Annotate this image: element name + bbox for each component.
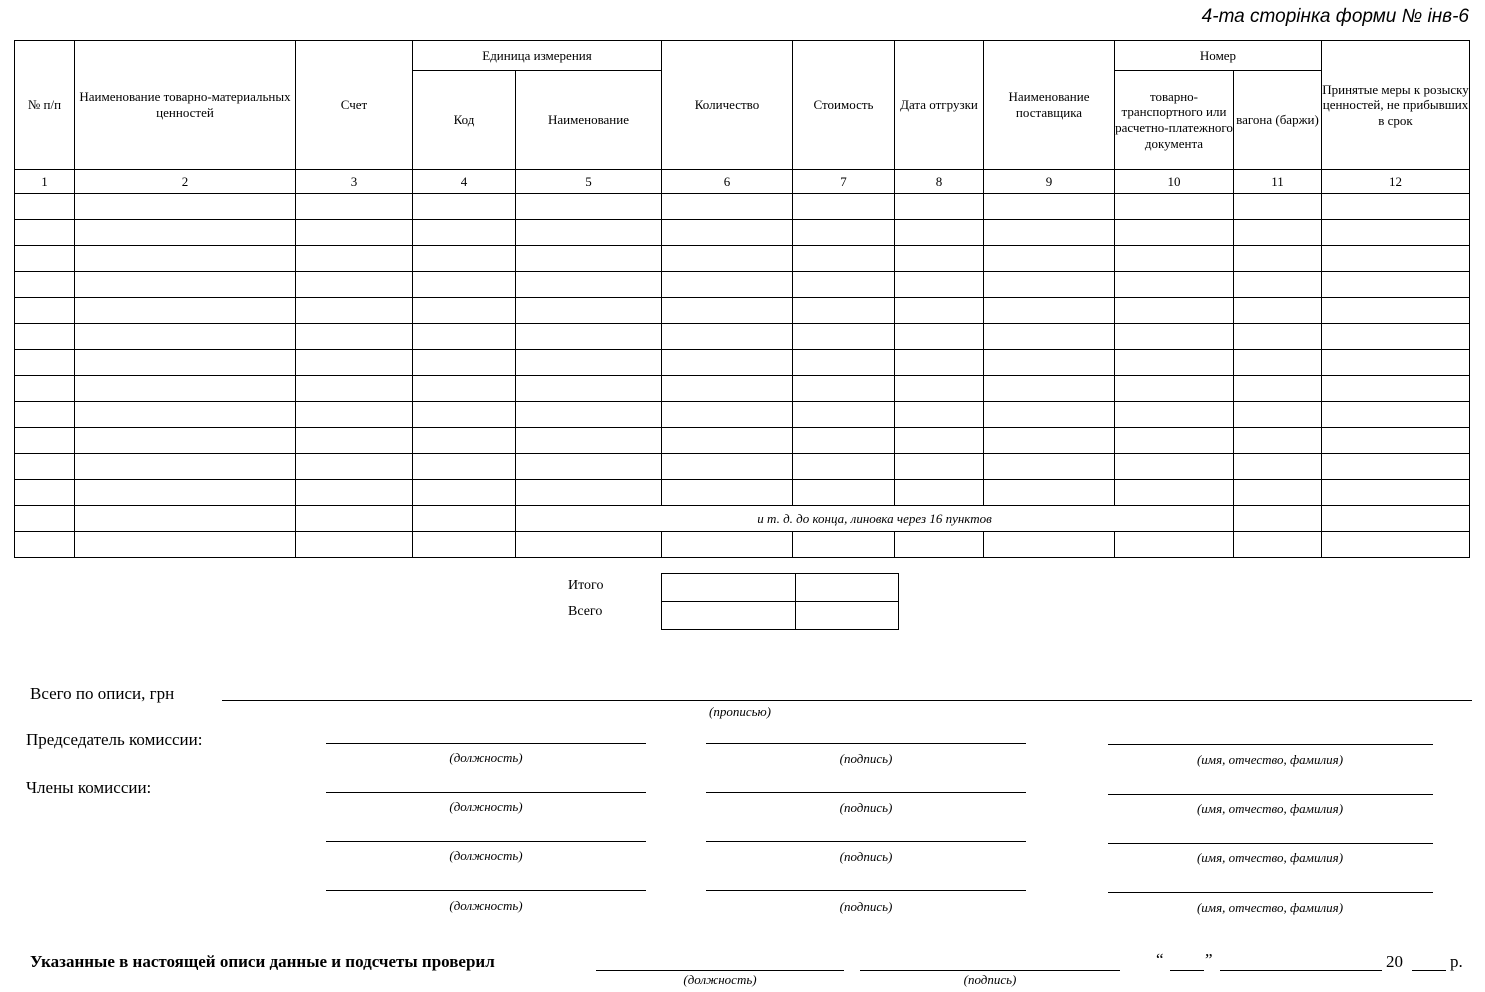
table-cell[interactable] (1234, 220, 1322, 246)
caption-position: (должность) (449, 750, 523, 765)
header-wagon: вагона (баржи) (1234, 71, 1322, 170)
header-no: № п/п (15, 41, 75, 170)
col-number: 6 (662, 170, 793, 194)
table-cell[interactable] (516, 220, 662, 246)
date-month-line[interactable] (1220, 970, 1382, 971)
table-cell[interactable] (662, 324, 793, 350)
table-cell[interactable] (296, 428, 413, 454)
table-cell[interactable] (516, 480, 662, 506)
table-cell[interactable] (793, 376, 895, 402)
form-title: 4-та сторінка форми № інв-6 (1201, 6, 1469, 27)
table-cell[interactable] (1115, 480, 1234, 506)
table-cell[interactable] (1322, 480, 1470, 506)
table-cell[interactable] (895, 220, 984, 246)
table-cell[interactable] (1115, 246, 1234, 272)
table-cell[interactable] (1322, 454, 1470, 480)
table-cell[interactable] (984, 428, 1115, 454)
table-cell[interactable] (984, 376, 1115, 402)
caption-name: (имя, отчество, фамилия) (1196, 752, 1344, 767)
member-signature-line[interactable] (706, 792, 1026, 793)
table-cell[interactable] (75, 350, 296, 376)
table-cell[interactable] (1115, 220, 1234, 246)
table-cell[interactable] (516, 350, 662, 376)
table-cell[interactable] (895, 402, 984, 428)
table-row[interactable] (15, 194, 1470, 220)
table-cell[interactable] (662, 272, 793, 298)
table-cell[interactable] (895, 532, 984, 558)
total-by-list-label: Всего по описи, грн (30, 684, 175, 703)
table-cell[interactable] (984, 298, 1115, 324)
table-cell[interactable] (984, 324, 1115, 350)
member-name-line[interactable] (1108, 794, 1433, 795)
table-cell[interactable] (413, 324, 516, 350)
table-cell[interactable] (984, 272, 1115, 298)
table-cell[interactable] (413, 532, 516, 558)
table-cell[interactable] (662, 376, 793, 402)
caption-signature: (подпись) (839, 899, 893, 914)
table-cell[interactable] (296, 272, 413, 298)
table-cell[interactable] (1115, 298, 1234, 324)
table-cell[interactable] (1115, 532, 1234, 558)
col-number: 3 (296, 170, 413, 194)
table-note: и т. д. до конца, линовка через 16 пунктов (516, 506, 1234, 532)
table-cell[interactable] (1322, 350, 1470, 376)
table-cell[interactable] (296, 324, 413, 350)
table-cell[interactable] (984, 220, 1115, 246)
table-cell[interactable] (413, 350, 516, 376)
table-cell[interactable] (1234, 402, 1322, 428)
table-cell[interactable] (15, 532, 75, 558)
table-cell[interactable] (1234, 246, 1322, 272)
table-cell[interactable] (662, 480, 793, 506)
table-cell[interactable] (516, 402, 662, 428)
table-cell[interactable] (75, 220, 296, 246)
caption-name: (имя, отчество, фамилия) (1196, 801, 1344, 816)
table-cell[interactable] (984, 350, 1115, 376)
table-cell[interactable] (895, 428, 984, 454)
table-cell[interactable] (662, 298, 793, 324)
table-row[interactable] (15, 428, 1470, 454)
table-cell[interactable] (793, 532, 895, 558)
table-cell[interactable] (296, 350, 413, 376)
caption-name: (имя, отчество, фамилия) (1196, 900, 1344, 915)
chairman-name-line[interactable] (1108, 744, 1433, 745)
header-supplier: Наименование поставщика (984, 41, 1115, 170)
header-account: Счет (296, 41, 413, 170)
totals-table (661, 573, 899, 630)
table-cell[interactable] (296, 532, 413, 558)
col-number: 4 (413, 170, 516, 194)
table-cell[interactable] (793, 428, 895, 454)
table-row-note (15, 506, 1470, 532)
header-name: Наименование товарно-материальных ценностей (75, 41, 296, 170)
caption-signature: (подпись) (839, 849, 893, 864)
table-cell[interactable] (1234, 480, 1322, 506)
caption-position: (должность) (449, 898, 523, 913)
table-cell[interactable] (75, 454, 296, 480)
header-measures: Принятые меры к розыску ценностей, не прибывших в срок (1322, 41, 1470, 170)
table-cell[interactable] (296, 194, 413, 220)
caption-position: (должность) (449, 848, 523, 863)
table-cell[interactable] (1322, 298, 1470, 324)
table-cell[interactable] (15, 402, 75, 428)
table-cell[interactable] (15, 454, 75, 480)
caption-name: (имя, отчество, фамилия) (1196, 850, 1344, 865)
table-cell[interactable] (895, 298, 984, 324)
table-cell[interactable] (15, 428, 75, 454)
table-row[interactable] (15, 246, 1470, 272)
table-cell[interactable] (15, 350, 75, 376)
table-cell[interactable] (895, 376, 984, 402)
table-cell[interactable] (75, 428, 296, 454)
table-cell[interactable] (793, 454, 895, 480)
member-position-line[interactable] (326, 792, 646, 793)
chairman-position-line[interactable] (326, 743, 646, 744)
checker-position-line[interactable] (596, 970, 844, 971)
table-cell[interactable] (1234, 454, 1322, 480)
table-cell[interactable] (516, 428, 662, 454)
table-cell[interactable] (793, 194, 895, 220)
table-cell[interactable] (75, 480, 296, 506)
table-cell[interactable] (1234, 272, 1322, 298)
table-row[interactable] (15, 298, 1470, 324)
col-number: 1 (15, 170, 75, 194)
member-name-line[interactable] (1108, 843, 1433, 844)
vsego-quantity-cell[interactable] (662, 602, 796, 630)
total-words-line[interactable] (222, 700, 1472, 701)
vsego-cost-cell[interactable] (796, 602, 899, 630)
table-cell[interactable] (895, 272, 984, 298)
table-cell[interactable] (662, 454, 793, 480)
table-cell[interactable] (15, 194, 75, 220)
table-cell[interactable] (984, 532, 1115, 558)
header-cost: Стоимость (793, 41, 895, 170)
table-cell[interactable] (1115, 376, 1234, 402)
table-cell[interactable] (413, 402, 516, 428)
table-cell[interactable] (75, 376, 296, 402)
itogo-label: Итого (568, 578, 604, 593)
table-cell[interactable] (413, 220, 516, 246)
table-cell[interactable] (413, 480, 516, 506)
table-cell[interactable] (1115, 454, 1234, 480)
table-cell[interactable] (516, 454, 662, 480)
table-cell[interactable] (1322, 532, 1470, 558)
table-cell[interactable] (793, 220, 895, 246)
table-row[interactable] (15, 480, 1470, 506)
table-cell[interactable] (1322, 324, 1470, 350)
caption-position: (должность) (683, 972, 757, 987)
table-cell[interactable] (1234, 194, 1322, 220)
members-label: Члены комиссии: (26, 778, 152, 797)
caption-signature: (подпись) (839, 800, 893, 815)
table-cell[interactable] (1234, 298, 1322, 324)
table-cell[interactable] (1234, 532, 1322, 558)
table-cell[interactable] (1322, 272, 1470, 298)
table-cell[interactable] (984, 480, 1115, 506)
table-cell[interactable] (895, 324, 984, 350)
table-cell[interactable] (1322, 402, 1470, 428)
table-cell[interactable] (413, 454, 516, 480)
table-cell[interactable] (1115, 324, 1234, 350)
table-cell[interactable] (516, 532, 662, 558)
date-quote-open: “ (1156, 950, 1164, 969)
header-unit-name: Наименование (516, 71, 662, 170)
col-number: 10 (1115, 170, 1234, 194)
table-cell[interactable] (1322, 220, 1470, 246)
table-cell[interactable] (413, 272, 516, 298)
table-cell[interactable] (1322, 246, 1470, 272)
table-cell[interactable] (413, 246, 516, 272)
table-cell[interactable] (75, 246, 296, 272)
table-cell[interactable] (75, 532, 296, 558)
table-cell[interactable] (296, 220, 413, 246)
header-unit-group: Единица измерения (413, 41, 662, 71)
table-row[interactable] (15, 324, 1470, 350)
table-cell[interactable] (984, 454, 1115, 480)
member-position-line[interactable] (326, 890, 646, 891)
chairman-signature-line[interactable] (706, 743, 1026, 744)
col-number: 9 (984, 170, 1115, 194)
table-cell[interactable] (15, 272, 75, 298)
table-cell[interactable] (662, 246, 793, 272)
col-number: 7 (793, 170, 895, 194)
table-cell[interactable] (793, 298, 895, 324)
table-cell[interactable] (662, 532, 793, 558)
table-cell[interactable] (895, 194, 984, 220)
table-cell[interactable] (662, 350, 793, 376)
table-cell[interactable] (1115, 350, 1234, 376)
col-number: 2 (75, 170, 296, 194)
itogo-quantity-cell[interactable] (662, 574, 796, 602)
table-cell[interactable] (75, 298, 296, 324)
table-cell[interactable] (662, 428, 793, 454)
header-ship-date: Дата отгрузки (895, 41, 984, 170)
table-cell[interactable] (1234, 376, 1322, 402)
table-cell[interactable] (516, 324, 662, 350)
table-cell[interactable] (15, 376, 75, 402)
table-cell[interactable] (75, 402, 296, 428)
chairman-label: Председатель комиссии: (26, 730, 203, 749)
table-cell[interactable] (15, 220, 75, 246)
member-signature-line[interactable] (706, 890, 1026, 891)
vsego-label: Всего (568, 604, 603, 619)
table-cell[interactable] (516, 298, 662, 324)
header-quantity: Количество (662, 41, 793, 170)
table-cell[interactable] (296, 402, 413, 428)
table-cell[interactable] (793, 480, 895, 506)
table-cell[interactable] (984, 402, 1115, 428)
table-row[interactable] (15, 454, 1470, 480)
table-cell[interactable] (296, 376, 413, 402)
table-cell[interactable] (15, 480, 75, 506)
table-row[interactable] (15, 532, 1470, 558)
table-cell[interactable] (296, 480, 413, 506)
table-cell[interactable] (1115, 194, 1234, 220)
table-cell[interactable] (1234, 324, 1322, 350)
table-cell[interactable] (895, 454, 984, 480)
table-cell[interactable] (1115, 272, 1234, 298)
table-cell[interactable] (413, 298, 516, 324)
table-cell[interactable] (75, 324, 296, 350)
checker-signature-line[interactable] (860, 970, 1120, 971)
date-quote-close: ” (1205, 950, 1213, 969)
table-cell[interactable] (1234, 428, 1322, 454)
table-cell[interactable] (75, 194, 296, 220)
table-cell[interactable] (15, 324, 75, 350)
table-cell[interactable] (793, 324, 895, 350)
table-cell[interactable] (793, 402, 895, 428)
table-cell[interactable] (296, 298, 413, 324)
table-cell[interactable] (1322, 194, 1470, 220)
table-cell[interactable] (984, 194, 1115, 220)
table-row[interactable] (15, 350, 1470, 376)
table-cell[interactable] (895, 350, 984, 376)
table-cell[interactable] (516, 272, 662, 298)
caption-signature: (подпись) (963, 972, 1017, 987)
table-cell[interactable] (1115, 402, 1234, 428)
table-row[interactable] (15, 376, 1470, 402)
col-number: 12 (1322, 170, 1470, 194)
table-cell[interactable] (413, 194, 516, 220)
table-cell[interactable] (895, 480, 984, 506)
table-cell[interactable] (516, 246, 662, 272)
col-number: 11 (1234, 170, 1322, 194)
col-number: 8 (895, 170, 984, 194)
member-name-line[interactable] (1108, 892, 1433, 893)
table-cell[interactable] (984, 246, 1115, 272)
date-year-line[interactable] (1412, 970, 1446, 971)
table-row[interactable] (15, 402, 1470, 428)
checked-label: Указанные в настоящей описи данные и подсчеты проверил (30, 952, 495, 971)
table-row[interactable] (15, 272, 1470, 298)
table-cell[interactable] (895, 246, 984, 272)
table-cell[interactable] (516, 376, 662, 402)
table-cell[interactable] (1322, 376, 1470, 402)
caption-words: (прописью) (708, 704, 771, 719)
table-cell[interactable] (793, 350, 895, 376)
header-unit-code: Код (413, 71, 516, 170)
table-cell[interactable] (662, 220, 793, 246)
table-cell[interactable] (1322, 428, 1470, 454)
inventory-table (14, 40, 1470, 558)
table-cell[interactable] (662, 402, 793, 428)
table-cell[interactable] (793, 272, 895, 298)
year-prefix: 20 (1386, 952, 1403, 971)
table-cell[interactable] (662, 194, 793, 220)
table-cell[interactable] (793, 246, 895, 272)
table-cell[interactable] (296, 454, 413, 480)
caption-signature: (подпись) (839, 751, 893, 766)
table-cell[interactable] (516, 194, 662, 220)
table-cell[interactable] (413, 376, 516, 402)
header-number-group: Номер (1115, 41, 1322, 71)
caption-position: (должность) (449, 799, 523, 814)
table-cell[interactable] (15, 246, 75, 272)
table-cell[interactable] (413, 428, 516, 454)
member-position-line[interactable] (326, 841, 646, 842)
itogo-cost-cell[interactable] (796, 574, 899, 602)
table-cell[interactable] (75, 272, 296, 298)
table-cell[interactable] (1115, 428, 1234, 454)
table-cell[interactable] (296, 246, 413, 272)
header-waybill: товарно-транспортного или расчетно-платежного документа (1115, 71, 1234, 170)
year-suffix: р. (1450, 952, 1463, 971)
table-row[interactable] (15, 220, 1470, 246)
date-day-line[interactable] (1170, 970, 1204, 971)
table-cell[interactable] (15, 298, 75, 324)
member-signature-line[interactable] (706, 841, 1026, 842)
col-number: 5 (516, 170, 662, 194)
table-cell[interactable] (1234, 350, 1322, 376)
